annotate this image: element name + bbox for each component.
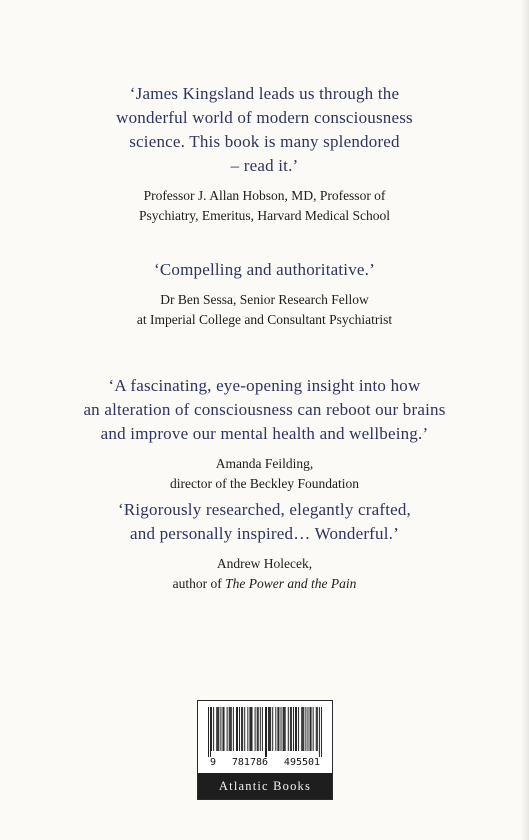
- attribution-line: Psychiatry, Emeritus, Harvard Medical School: [138, 208, 391, 223]
- blurb-quote: [95, 82, 435, 178]
- attribution-line: director of the Beckley Foundation: [170, 476, 359, 491]
- quote-line: ‘Compelling and authoritative.’: [153, 260, 375, 279]
- quote-line: ‘A fascinating, eye-opening insight into how: [108, 376, 421, 395]
- blurb-feilding: [0, 374, 529, 494]
- blurb-quote: [0, 498, 529, 546]
- attribution-line: at Imperial College and Consultant Psychiatrist: [136, 312, 393, 327]
- quote-line: – read it.’: [230, 156, 299, 175]
- cover-edge: [521, 0, 529, 840]
- publisher-logo: Atlantic Books: [198, 773, 332, 799]
- barcode-block: [197, 700, 333, 800]
- barcode-digits: [198, 757, 332, 768]
- quote-line: wonderful world of modern consciousness: [116, 108, 413, 127]
- quote-line: ‘James Kingsland leads us through the: [129, 84, 400, 103]
- blurb-hobson: [0, 82, 529, 226]
- quote-line: ‘Rigorously researched, elegantly crafted,: [117, 500, 412, 519]
- blurb-holecek: [0, 498, 529, 594]
- quote-line: and personally inspired… Wonderful.’: [130, 524, 399, 543]
- quote-line: science. This book is many splendored: [129, 132, 400, 151]
- blurb-sessa: [0, 258, 529, 330]
- blurb-attribution: [0, 554, 529, 594]
- quote-line: an alteration of consciousness can reboot our brains: [83, 400, 446, 419]
- blurb-attribution: [0, 186, 529, 226]
- barcode-digit-group: 781786: [231, 757, 269, 768]
- quote-line: and improve our mental health and wellbeing.’: [100, 424, 429, 443]
- attribution-line: Professor J. Allan Hobson, MD, Professor of: [143, 188, 386, 203]
- blurb-quote: [0, 374, 529, 446]
- attribution-line: Amanda Feilding,: [215, 456, 314, 471]
- attribution-prefix: author of: [172, 576, 226, 591]
- blurb-attribution: [0, 290, 529, 330]
- barcode-digit-group: 9: [209, 757, 216, 768]
- barcode-icon: [208, 707, 322, 757]
- barcode-digit-group: 495501: [283, 757, 321, 768]
- blurb-quote: [0, 258, 529, 282]
- book-title: The Power and the Pain: [225, 576, 357, 591]
- blurb-attribution: [0, 454, 529, 494]
- attribution-line: Dr Ben Sessa, Senior Research Fellow: [160, 292, 369, 307]
- attribution-line: Andrew Holecek,: [216, 556, 313, 571]
- attribution-line: [0, 574, 529, 594]
